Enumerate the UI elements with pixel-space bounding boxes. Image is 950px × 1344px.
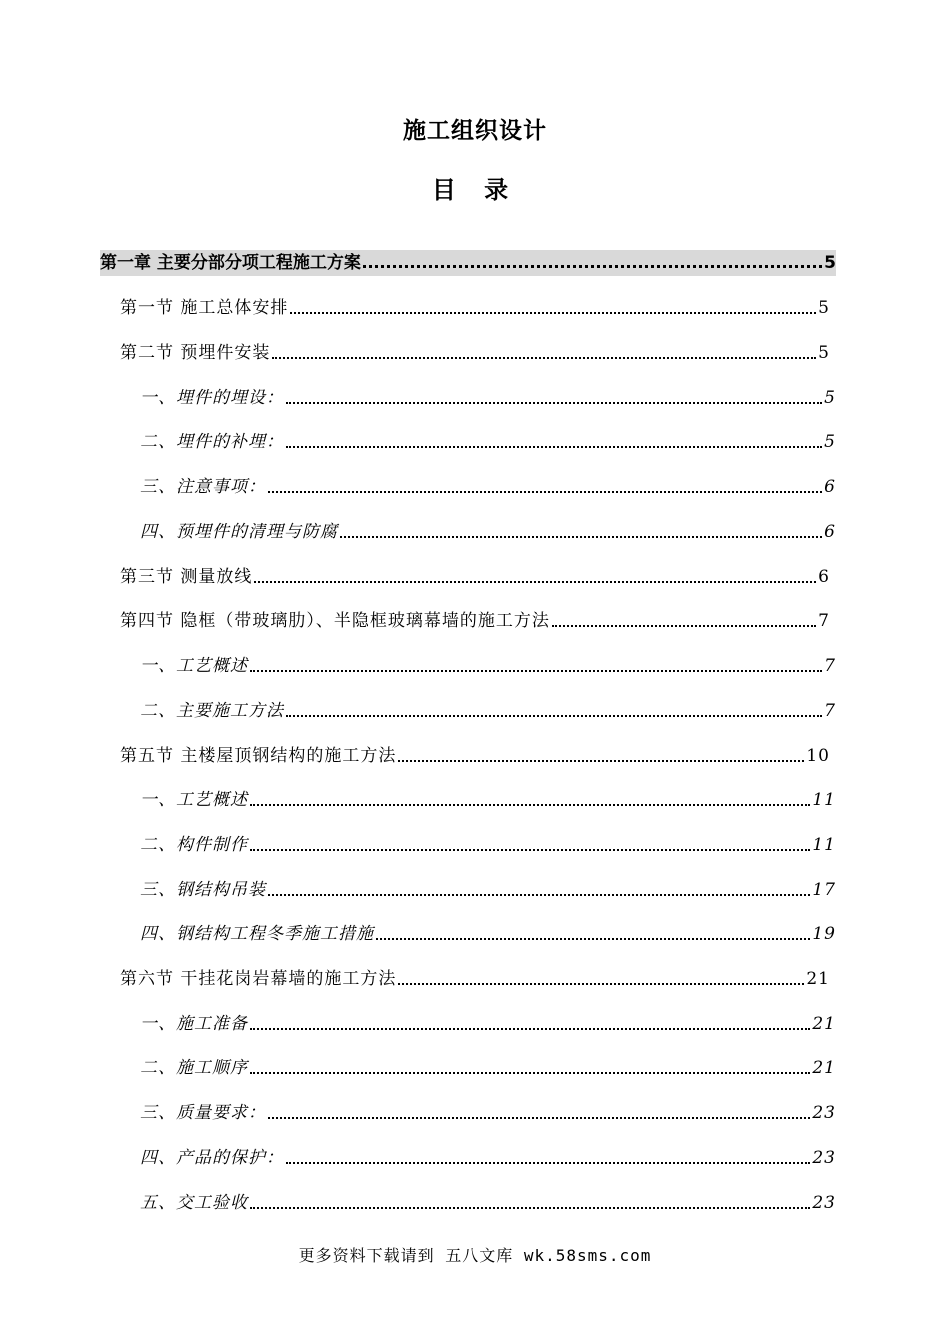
toc-dot-leader (250, 1028, 810, 1030)
toc-entry-section[interactable] (120, 335, 830, 365)
toc-entry-page: 11 (812, 835, 836, 855)
toc-dot-leader (254, 581, 816, 583)
toc-title: 目 录 (431, 176, 519, 204)
toc-entry-page: 7 (824, 656, 836, 676)
toc-entry-page: 6 (824, 477, 836, 497)
toc-dot-leader (268, 491, 822, 493)
toc-entry-subsection[interactable] (140, 916, 836, 946)
toc-entry-label: 四、预埋件的清理与防腐 (140, 522, 338, 542)
toc-entry-subsection[interactable] (140, 827, 836, 857)
toc-entry-section[interactable] (120, 603, 830, 633)
toc-entry-page: 21 (812, 1058, 836, 1078)
toc-entry-subsection[interactable] (140, 514, 836, 544)
document-title: 施工组织设计 (403, 118, 547, 144)
toc-entry-page: 17 (812, 880, 836, 900)
toc-entry-label: 第三节 测量放线 (120, 567, 253, 587)
toc-entry-page: 19 (812, 924, 836, 944)
toc-entry-subsection[interactable] (140, 380, 836, 410)
toc-entry-subsection[interactable] (140, 872, 836, 902)
toc-entry-page: 7 (818, 611, 830, 631)
toc-entry-label: 第五节 主楼屋顶钢结构的施工方法 (120, 746, 397, 766)
toc-dot-leader (286, 446, 822, 448)
toc-dot-leader (272, 357, 816, 359)
toc-entry-page: 5 (824, 253, 836, 273)
toc-dot-leader (398, 983, 804, 985)
toc-dot-leader (363, 265, 822, 268)
toc-entry-label: 第二节 预埋件安装 (120, 343, 271, 363)
toc-entry-label: 二、构件制作 (140, 835, 248, 855)
toc-entry-label: 第一节 施工总体安排 (120, 298, 289, 318)
toc-entry-label: 四、钢结构工程冬季施工措施 (140, 924, 374, 944)
toc-dot-leader (552, 625, 816, 627)
toc-entry-page: 10 (806, 746, 830, 766)
toc-dot-leader (340, 536, 822, 538)
toc-entry-page: 6 (818, 567, 830, 587)
toc-entry-subsection[interactable] (140, 1140, 836, 1170)
toc-dot-leader (376, 938, 810, 940)
toc-entry-label: 二、埋件的补埋： (140, 432, 284, 452)
toc-entry-subsection[interactable] (140, 1095, 836, 1125)
toc-entry-page: 5 (818, 343, 830, 363)
toc-dot-leader (286, 1162, 810, 1164)
toc-entry-page: 6 (824, 522, 836, 542)
toc-entry-label: 一、工艺概述 (140, 656, 248, 676)
toc-entry-label: 三、注意事项： (140, 477, 266, 497)
toc-entry-subsection[interactable] (140, 693, 836, 723)
toc-dot-leader (286, 715, 822, 717)
toc-entry-subsection[interactable] (140, 469, 836, 499)
toc-entry-label: 四、产品的保护： (140, 1148, 284, 1168)
toc-entry-page: 23 (812, 1103, 836, 1123)
toc-dot-leader (290, 312, 816, 314)
toc-entry-label: 第六节 干挂花岗岩幕墙的施工方法 (120, 969, 397, 989)
toc-entry-page: 23 (812, 1148, 836, 1168)
toc-dot-leader (286, 402, 822, 404)
toc-entry-subsection[interactable] (140, 782, 836, 812)
footer-link-text[interactable]: 更多资料下载请到 五八文库 wk.58sms.com (298, 1246, 652, 1265)
toc-entry-page: 11 (812, 790, 836, 810)
toc-entry-label: 三、质量要求： (140, 1103, 266, 1123)
toc-entry-subsection[interactable] (140, 424, 836, 454)
toc-entry-page: 21 (812, 1014, 836, 1034)
toc-entry-label: 一、工艺概述 (140, 790, 248, 810)
toc-entry-page: 21 (806, 969, 830, 989)
toc-entry-section[interactable] (120, 559, 830, 589)
toc-entry-subsection[interactable] (140, 1050, 836, 1080)
toc-entry-label: 第四节 隐框（带玻璃肋）、半隐框玻璃幕墙的施工方法 (120, 611, 550, 631)
toc-entry-label: 二、主要施工方法 (140, 701, 284, 721)
toc-entry-subsection[interactable] (140, 1185, 836, 1215)
toc-entry-label: 二、施工顺序 (140, 1058, 248, 1078)
toc-entry-page: 5 (824, 388, 836, 408)
toc-dot-leader (268, 894, 810, 896)
toc-dot-leader (398, 760, 804, 762)
toc-entry-chapter-1[interactable] (100, 250, 836, 276)
toc-entry-section[interactable] (120, 961, 830, 991)
toc-entry-page: 5 (818, 298, 830, 318)
toc-entry-page: 5 (824, 432, 836, 452)
toc-entry-page: 7 (824, 701, 836, 721)
toc-dot-leader (250, 670, 822, 672)
toc-entry-label: 三、钢结构吊装 (140, 880, 266, 900)
toc-entry-label: 一、埋件的埋设： (140, 388, 284, 408)
toc-entry-section[interactable] (120, 290, 830, 320)
toc-entry-subsection[interactable] (140, 648, 836, 678)
toc-entry-page: 23 (812, 1193, 836, 1213)
toc-dot-leader (250, 1207, 810, 1209)
toc-dot-leader (250, 804, 810, 806)
toc-entry-section[interactable] (120, 738, 830, 768)
toc-dot-leader (268, 1117, 810, 1119)
toc-dot-leader (250, 849, 810, 851)
toc-entry-label: 一、施工准备 (140, 1014, 248, 1034)
toc-entry-label: 第一章 主要分部分项工程施工方案 (100, 253, 361, 273)
toc-entry-subsection[interactable] (140, 1006, 836, 1036)
toc-entry-label: 五、交工验收 (140, 1193, 248, 1213)
toc-dot-leader (250, 1072, 810, 1074)
